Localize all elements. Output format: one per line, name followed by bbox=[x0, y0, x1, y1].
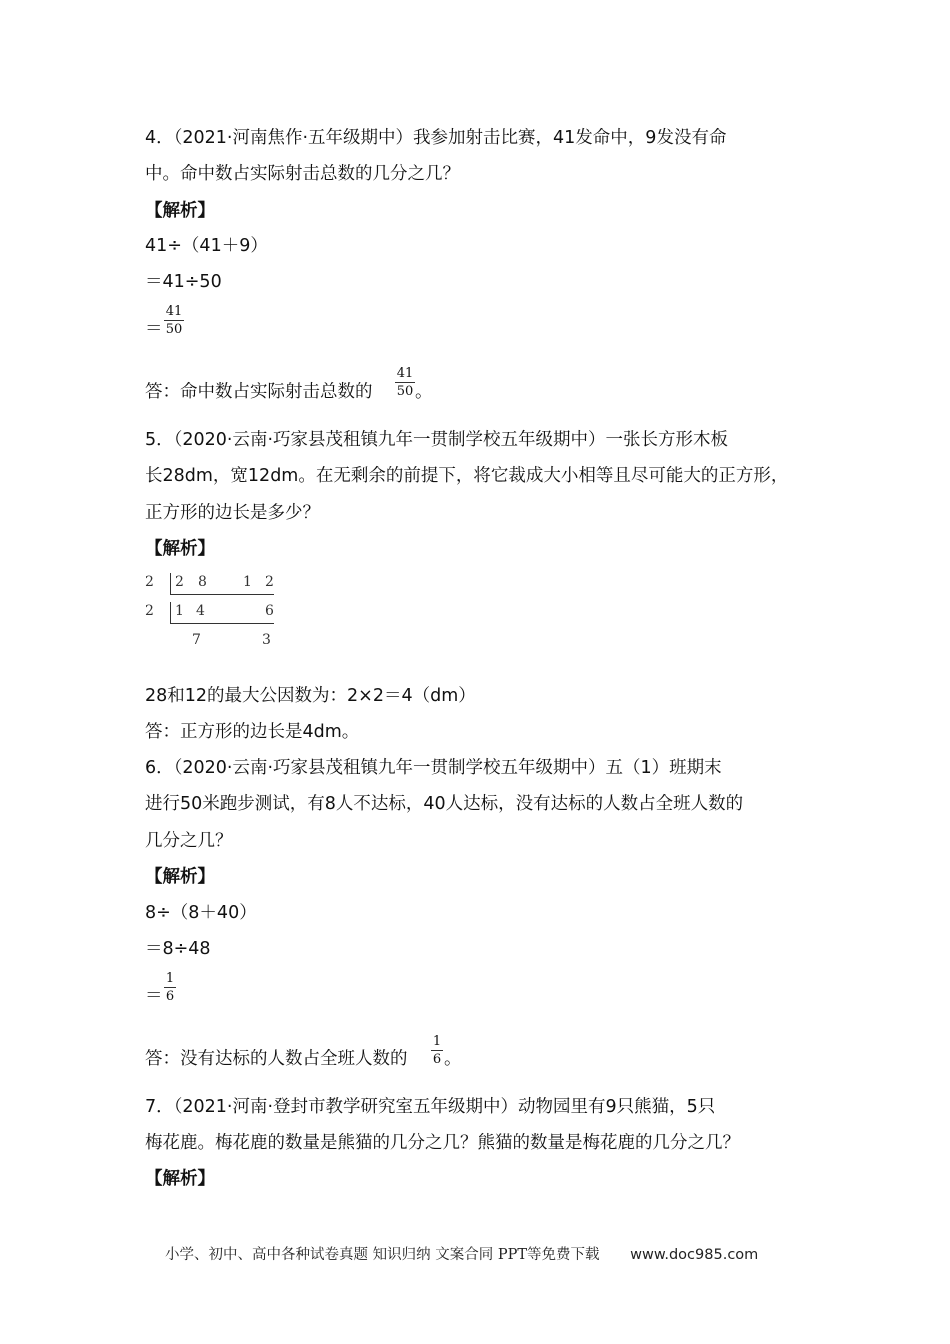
q5-gcd-line: 28和12的最大公因数为：2×2＝4（dm） bbox=[145, 686, 476, 706]
div-r2-d3: 6 bbox=[265, 603, 274, 619]
q6-step3-eq: ＝ bbox=[145, 986, 163, 1006]
q6-answer-prefix: 答：没有达标的人数占全班人数的 bbox=[145, 1049, 408, 1069]
q4-frac-num: 41 bbox=[165, 304, 183, 319]
q7-text-line1: 7．（2021·河南·登封市教学研究室五年级期中）动物园里有9只熊猫，5只 bbox=[145, 1097, 716, 1117]
q4-text-line2: 中。命中数占实际射击总数的几分之几？ bbox=[145, 164, 460, 184]
q5-text-line2: 长28dm，宽12dm。在无剩余的前提下，将它裁成大小相等且尽可能大的正方形， bbox=[145, 466, 789, 486]
q6-step2: ＝8÷48 bbox=[145, 939, 211, 959]
q4-answer-frac-num: 41 bbox=[396, 366, 414, 381]
page-footer bbox=[165, 1243, 758, 1264]
q6-answer-suffix: 。 bbox=[444, 1049, 462, 1069]
q5-text-line1: 5．（2020·云南·巧家县茂租镇九年一贯制学校五年级期中）一张长方形木板 bbox=[145, 430, 729, 450]
div-r1-d2: 8 bbox=[198, 574, 207, 590]
q4-step2: ＝41÷50 bbox=[145, 272, 222, 292]
q4-answer-frac-den: 50 bbox=[396, 384, 414, 399]
div-r1-d1: 2 bbox=[175, 574, 184, 590]
q6-answer-fraction bbox=[431, 1035, 443, 1067]
q5-jiexi-label: 【解析】 bbox=[145, 539, 215, 559]
q4-jiexi-label: 【解析】 bbox=[145, 201, 215, 221]
div-r2-d1: 1 bbox=[175, 603, 184, 619]
div-r1-divisor: 2 bbox=[145, 574, 154, 590]
q6-jiexi-label: 【解析】 bbox=[145, 867, 215, 887]
q6-frac-den: 6 bbox=[165, 989, 175, 1004]
div-r3-d1: 7 bbox=[192, 632, 201, 648]
q6-frac-num: 1 bbox=[165, 971, 175, 986]
q6-step3-fraction bbox=[164, 972, 176, 1004]
q6-answer-frac-den: 6 bbox=[432, 1052, 442, 1067]
q6-text-line1: 6．（2020·云南·巧家县茂租镇九年一贯制学校五年级期中）五（1）班期末 bbox=[145, 758, 722, 778]
q4-step3-fraction bbox=[164, 305, 184, 337]
div-r1-d4: 2 bbox=[265, 574, 274, 590]
q4-step3-eq: ＝ bbox=[145, 319, 163, 339]
q4-answer-prefix: 答：命中数占实际射击总数的 bbox=[145, 382, 373, 402]
q4-answer-fraction bbox=[395, 367, 415, 399]
div-r3-d2: 3 bbox=[262, 632, 271, 648]
div-r2-d2: 4 bbox=[196, 603, 205, 619]
q4-text-line1: 4．（2021·河南焦作·五年级期中）我参加射击比赛，41发命中，9发没有命 bbox=[145, 128, 727, 148]
q6-answer-frac-num: 1 bbox=[432, 1034, 442, 1049]
q6-text-line2: 进行50米跑步测试，有8人不达标，40人达标，没有达标的人数占全班人数的 bbox=[145, 794, 744, 814]
q4-answer-suffix: 。 bbox=[415, 382, 433, 402]
footer-text: 小学、初中、高中各种试卷真题 知识归纳 文案合同 PPT等免费下载 bbox=[165, 1247, 600, 1263]
div-r2-divisor: 2 bbox=[145, 603, 154, 619]
q7-text-line2: 梅花鹿。梅花鹿的数量是熊猫的几分之几？熊猫的数量是梅花鹿的几分之几？ bbox=[145, 1133, 740, 1153]
q5-text-line3: 正方形的边长是多少？ bbox=[145, 503, 320, 523]
q4-frac-den: 50 bbox=[165, 322, 183, 337]
q7-jiexi-label: 【解析】 bbox=[145, 1169, 215, 1189]
q6-step1: 8÷（8＋40） bbox=[145, 903, 257, 923]
q5-answer: 答：正方形的边长是4dm。 bbox=[145, 722, 360, 742]
q6-text-line3: 几分之几？ bbox=[145, 831, 233, 851]
footer-url[interactable]: www.doc985.com bbox=[630, 1247, 759, 1263]
q4-step1: 41÷（41＋9） bbox=[145, 236, 268, 256]
div-r1-d3: 1 bbox=[243, 574, 252, 590]
